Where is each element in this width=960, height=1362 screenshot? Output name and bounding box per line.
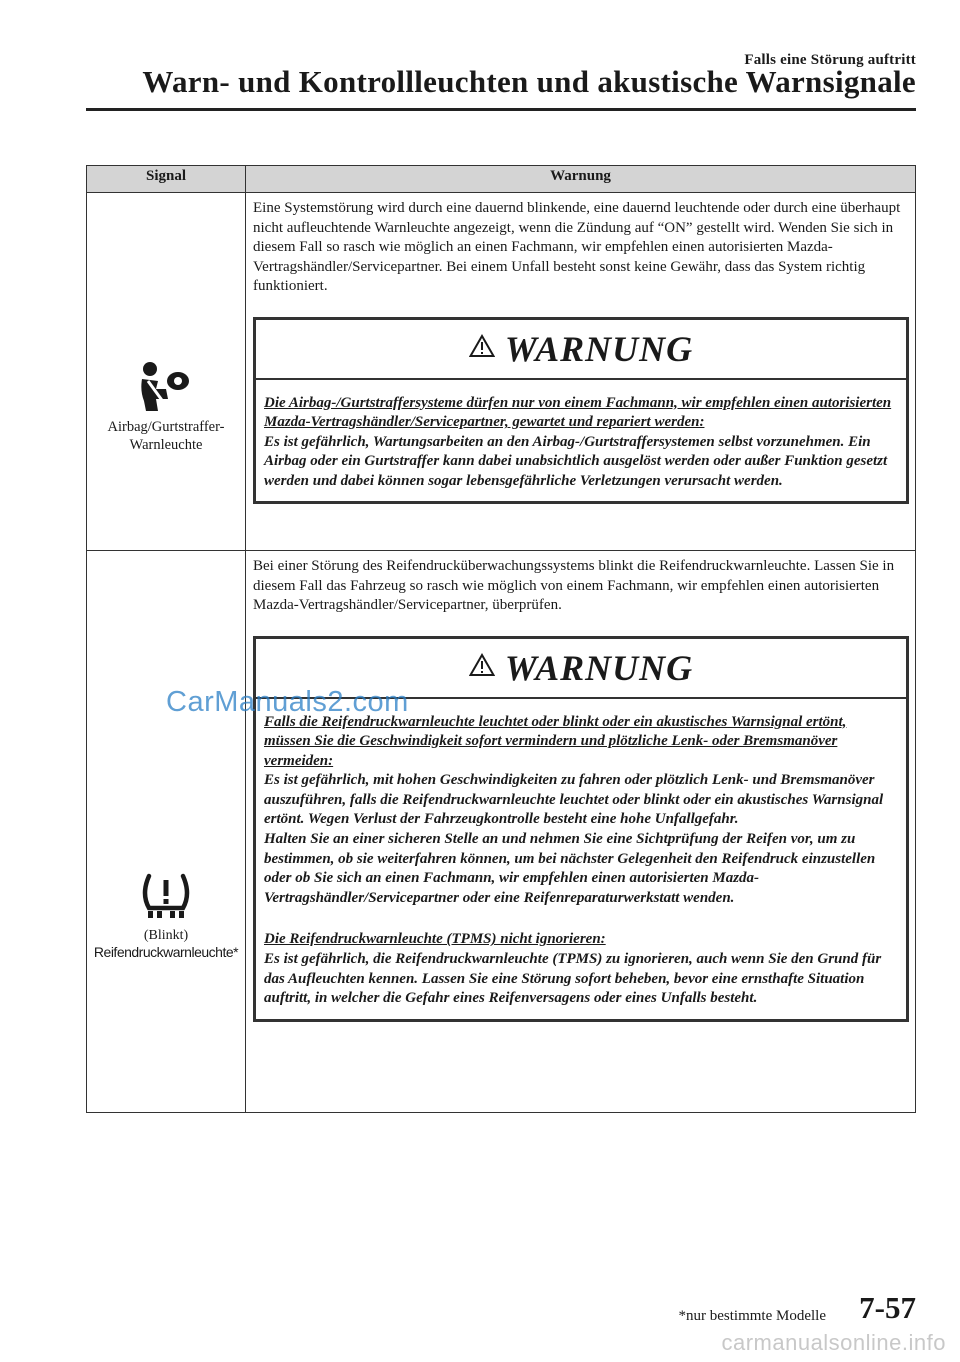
warning-paragraph: Es ist gefährlich, mit hohen Geschwindigkeiten zu fahren oder plötzlich Lenk- und Bremsmanöver auszuführen, falls die Reifendruckwarnleuchte leuchtet oder blinkt oder ein akustisches Warnsignal ertönt. Wegen Verlust der Fahrzeugkontrolle besteht eine hohe Unfallgefahr. [264,772,884,828]
warning-cell [246,193,916,551]
warning-box-body [256,380,906,502]
signal-table [86,165,916,1113]
signal-cell [87,193,246,551]
column-header-warning: Warnung [246,166,916,193]
warning-triangle-icon [469,334,495,363]
warning-triangle-icon [469,653,495,682]
warning-paragraph: Die Airbag-/Gurtstraffersysteme dürfen nur von einem Fachmann, wir empfehlen einen autorisierten Mazda-Vertragshändler/Servicepartner, gewartet und repariert werden: [264,394,892,431]
table-header-row [87,166,916,193]
table-row [87,551,916,1113]
warning-paragraph: Es ist gefährlich, Wartungsarbeiten an den Airbag-/Gurtstraffersystemen selbst vorzunehmen. Ein Airbag oder ein Gurtstraffer kann dabei unabsichtlich ausgelöst werden oder außer Funktion gesetzt werden und dabei können sogar lebensgefährliche Verletzungen verursacht werden. [264,433,888,489]
footnote: *nur bestimmte Modelle [678,1308,826,1324]
warning-box [253,317,909,505]
tire-pressure-warning-icon [139,872,193,927]
watermark: CarManuals2.com [166,686,409,718]
warning-box-title: WARNUNG [504,328,694,369]
page-title: Warn- und Kontrollleuchten und akustische Warnsignale [142,64,916,99]
warning-description: Bei einer Störung des Reifendrucküberwachungssystems blinkt die Reifendruckwarnleuchte. Lassen Sie in diesem Fall das Fahrzeug so rasch wie möglich von einem Fachmann, wir empfehlen einen autorisierten Mazda-Vertragshändler/Servicepartner, überprüfen. [253,558,895,613]
warning-paragraph: Halten Sie an einer sicheren Stelle an und nehmen Sie eine Sichtprüfung der Reifen vor, um zu bestimmen, ob sie weiterfahren können, um bei nächster Gelegenheit den Reifendruck einzustellen oder ob Sie sich an einen Fachmann, wir empfehlen einen autorisierten Mazda-Vertragshändler/Servicepartner oder eine Reifenreparaturwerkstatt wenden. [264,831,876,906]
warning-paragraph: Es ist gefährlich, die Reifendruckwarnleuchte (TPMS) zu ignorieren, auch wenn Sie den Grund für das Aufleuchten kennen. Lassen Sie eine Störung sofort beheben, bevor eine ernsthafte Situation auftritt, in welcher die Gefahr eines Reifenversagens oder eines Unfalls besteht. [264,951,882,1007]
signal-cell [87,551,246,1113]
warning-paragraph: Die Reifendruckwarnleuchte (TPMS) nicht ignorieren: [264,931,606,948]
signal-subcaption: (Blinkt) [143,928,189,943]
table-row [87,193,916,551]
signal-caption: Reifendruckwarnleuchte* [93,944,239,960]
warning-paragraph: Falls die Reifendruckwarnleuchte leuchtet oder blinkt oder ein akustisches Warnsignal ertönt, müssen Sie die Geschwindigkeit sofort vermindern und plötzliche Lenk- oder Bremsmanöver vermeiden: [264,713,847,769]
section-title: Falls eine Störung auftritt [744,52,916,68]
airbag-seatbelt-warning-icon [136,361,196,418]
warning-box-body [256,699,906,1019]
warning-box-header [256,320,906,380]
header-divider [86,108,916,111]
warning-box-title: WARNUNG [504,647,694,688]
warning-description: Eine Systemstörung wird durch eine dauernd blinkende, eine dauernd leuchtende oder durch eine überhaupt nicht aufleuchtende Warnleuchte angezeigt, wenn die Zündung auf “ON” gestellt wird. Wenden Sie sich in diesem Fall so rasch wie möglich an einen Fachmann, wir empfehlen einen autorisierten Mazda-Vertragshändler/Servicepartner. Bei einem Unfall besteht sonst keine Gewähr, dass das System richtig funktioniert. [253,200,901,294]
warning-cell [246,551,916,1113]
page-number: 7-57 [859,1290,916,1325]
signal-caption: Airbag/Gurtstraffer- Warnleuchte [107,419,225,453]
column-header-signal: Signal [87,166,246,193]
footer-site-watermark: carmanualsonline.info [721,1330,946,1355]
